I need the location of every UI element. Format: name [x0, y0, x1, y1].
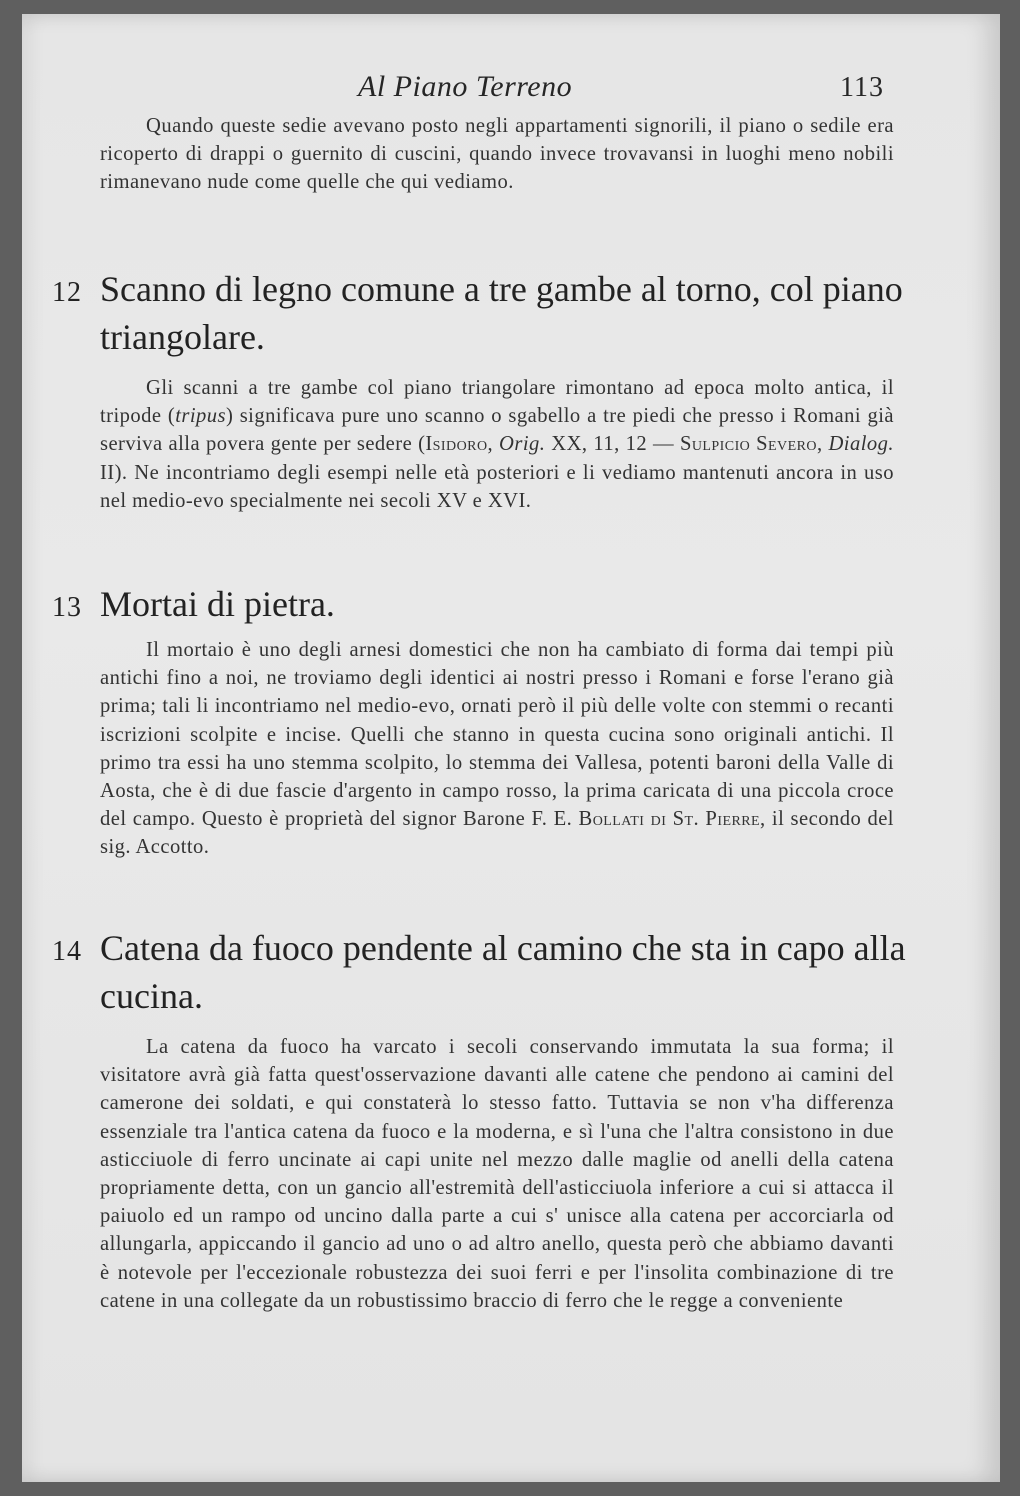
entry-heading-12: [52, 267, 948, 360]
entry-heading-14: [52, 926, 948, 1019]
entry-number: 13: [52, 592, 82, 623]
author-name: Isidoro: [425, 433, 488, 456]
author-name: Sulpicio Severo: [679, 433, 817, 456]
running-head: [22, 70, 1000, 110]
entry-title: Catena da fuoco pendente al camino che sta in capo alla cucina.: [100, 928, 906, 1016]
running-title: Al Piano Terreno: [358, 70, 573, 103]
owner-name: Bollati di St. Pierre: [578, 808, 761, 831]
entry-body-14: La catena da fuoco ha varcato i secoli conservando immutata la sua forma; il visitatore avrà già fatta quest'osservazione davanti alle catene che pendono ai camini del camerone dei soldati, e qui constaterà lo stesso fatto. Tuttavia se non v'ha differenza essenziale tra l'antica catena da fuoco e la moderna, e sì l'una che l'altra consistono in due asticciuole di ferro uncinate ai capi unite nel mezzo dalle maglie od anelli della catena propriamente detta, con un gancio all'estremità dell'asticciuola inferiore a cui si attacca il paiuolo ed un rampo od uncino dalla parte a cui s' unisce alla catena per accorciarla od allungarla, appiccando il gancio ad uno o ad altro anello, questa però che abbiamo davanti è notevole per l'eccezionale robustezza dei suoi ferri e per l'insolita combinazione di tre catene in una collegate da un robustissimo braccio di ferro che le regge a conveniente: [100, 1036, 894, 1312]
book-page: [22, 14, 1000, 1482]
work-title: Orig.: [499, 433, 546, 456]
entry-heading-13: [52, 582, 948, 630]
entry-number: 14: [52, 936, 82, 967]
entry-title: Mortai di pietra.: [100, 584, 335, 624]
work-title: Dialog.: [828, 433, 894, 456]
entry-number: 12: [52, 277, 82, 308]
page-number: 113: [840, 72, 884, 103]
entry-body-13: Il mortaio è uno degli arnesi domestici che non ha cambiato di forma dai tempi più antichi fino a noi, ne troviamo degli identici ai nostri presso i Romani e forse l'erano già prima; tali li incontriamo nel medio-evo, ornati però il più delle volte con stemmi o recanti iscrizioni scolpite e incise. Quelli che stanno in questa cucina sono originali antichi. Il primo tra essi ha uno stemma scolpito, lo stemma dei Vallesa, potenti baroni della Valle di Aosta, che è di due fascie d'argento in campo rosso, la prima caricata di una piccola croce del campo. Questo è proprietà del signor Barone F. E. Bollati di St. Pierre, il secondo del sig. Accotto.: [100, 639, 894, 859]
entry-title: Scanno di legno comune a tre gambe al torno, col piano triangolare.: [100, 269, 903, 357]
entry-body-12: Gli scanni a tre gambe col piano triangolare rimontano ad epoca molto antica, il tripode (tripus) significava pure uno scanno o sgabello a tre piedi che presso i Romani già serviva alla povera gente per sedere (Isidoro, Orig. XX, 11, 12 — Sulpicio Severo, Dialog. II). Ne incontriamo degli esempi nelle età posteriori e li vediamo mantenuti ancora in uso nel medio-evo specialmente nei secoli XV e XVI.: [100, 377, 894, 512]
intro-paragraph: Quando queste sedie avevano posto negli appartamenti signorili, il piano o sedile era ricoperto di drappi o guernito di cuscini, quando invece trovavansi in luoghi meno nobili rimanevano nude come quelle che qui vediamo.: [100, 115, 894, 194]
latin-term: tripus: [175, 405, 226, 428]
